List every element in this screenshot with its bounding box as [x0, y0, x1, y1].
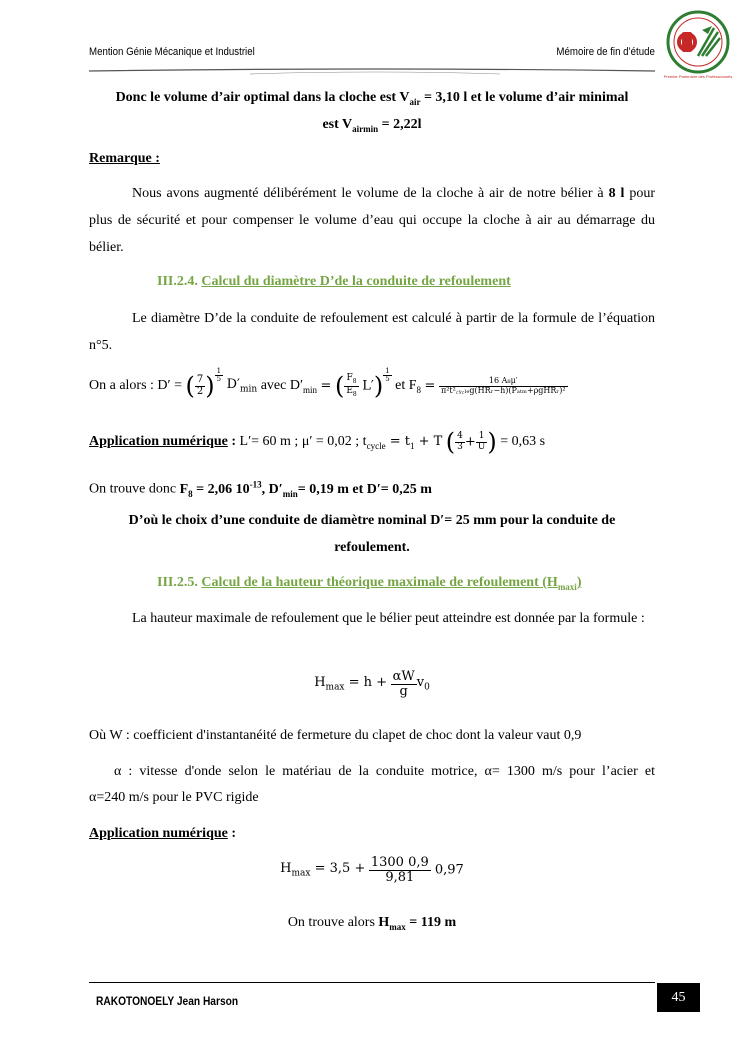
remarque-title: Remarque :	[89, 151, 160, 166]
page-number: 45	[657, 983, 700, 1012]
result-2: On trouve alors $H_{max} = 119$ m	[287, 915, 457, 932]
definition-alpha-line-1: α : vitesse d'onde selon le matériau de la conduite motrice, α= 1300 m/s pour l’acier et	[114, 764, 655, 779]
formula-hmax-numeric: $H_{max} = 3,5$ + $\frac{1300 0,9}{9,81}$ 0,97	[280, 855, 464, 885]
formula-d-prime: On a alors : D′ = ( $\frac{7}{2}$ ) $\frac{1}{5}$ $D'_{min}$ avec $D'_{min}$ = ( $\frac{F_8}{E_8}$ L′) $\frac{1}{5}$ et $F_8$ = $\frac{\text{16 A₈μ′}}{\text{π²t²꜀ᵧ꜀ₗₑg(HRᵣ−h)(Pₐₜₘ+ρgHRᵣ)²}}$	[89, 367, 566, 400]
section-225-heading: III.2.5. Calcul de la hauteur théorique maximale de refoulement $(H_{maxi})$	[157, 575, 582, 592]
footer-author: RAKOTONOELY Jean Harson	[96, 994, 239, 1008]
formula-hmax: $H_{max} = h$ + $\frac{\alpha W}{g}$ $v_0$	[314, 669, 430, 699]
footer-rule	[89, 982, 655, 983]
gear-logo-icon	[658, 8, 738, 82]
section-225-intro: La hauteur maximale de refoulement que le bélier peut atteindre est donnée par la formule :	[132, 611, 645, 626]
logo-caption: Premier Partenaire des Professionnels	[663, 74, 733, 79]
conclusion-line-2: est $V_{airmin} = 2,22l$	[322, 117, 422, 134]
definition-alpha-line-2: α=240 m/s pour le PVC rigide	[89, 790, 259, 805]
application-1: Application numérique : L′= 60 m ; μ′ = 0,02 ; $t_{cycle} = t_1 + T$ ( $\frac{4}{3}$ + $\frac{1}{U}$ ) = 0,63 s	[89, 428, 546, 456]
definition-w: Où W : coefficient d'instantanéité de fermeture du clapet de choc dont la valeur vaut 0,9	[89, 728, 582, 743]
school-logo	[658, 8, 738, 82]
choice-line-1: D’où le choix d’une conduite de diamètre nominal D′= 25 mm pour la conduite de	[128, 513, 616, 528]
conclusion-line-1: Donc le volume d’air optimal dans la cloche est $V_{air} = 3,10$ l et le volume d’air minimal	[115, 90, 629, 107]
result-1: On trouve donc $F_8 = 2,06$ $10^{-13}$, $D'_{min}= 0,19$ m et D′= 0,25 m	[89, 479, 432, 499]
choice-line-2: refoulement.	[334, 540, 410, 555]
application-2-label: Application numérique :	[89, 826, 237, 841]
header-rule	[0, 66, 745, 78]
header-left: Mention Génie Mécanique et Industriel	[89, 46, 255, 58]
section-224-heading: III.2.4. Calcul du diamètre D’de la conduite de refoulement	[157, 274, 511, 289]
remarque-text: Nous avons augmenté délibérément le volume de la cloche à air de notre bélier à 8 l pour plus de sécurité et pour compenser le volume d’eau qui occupe la cloche à air au démarrage du bélier.	[89, 186, 655, 255]
header-right: Mémoire de fin d’étude	[556, 46, 655, 58]
section-224-intro: Le diamètre D’de la conduite de refoulement est calculé à partir de la formule de l’équation n°5.	[89, 311, 655, 353]
